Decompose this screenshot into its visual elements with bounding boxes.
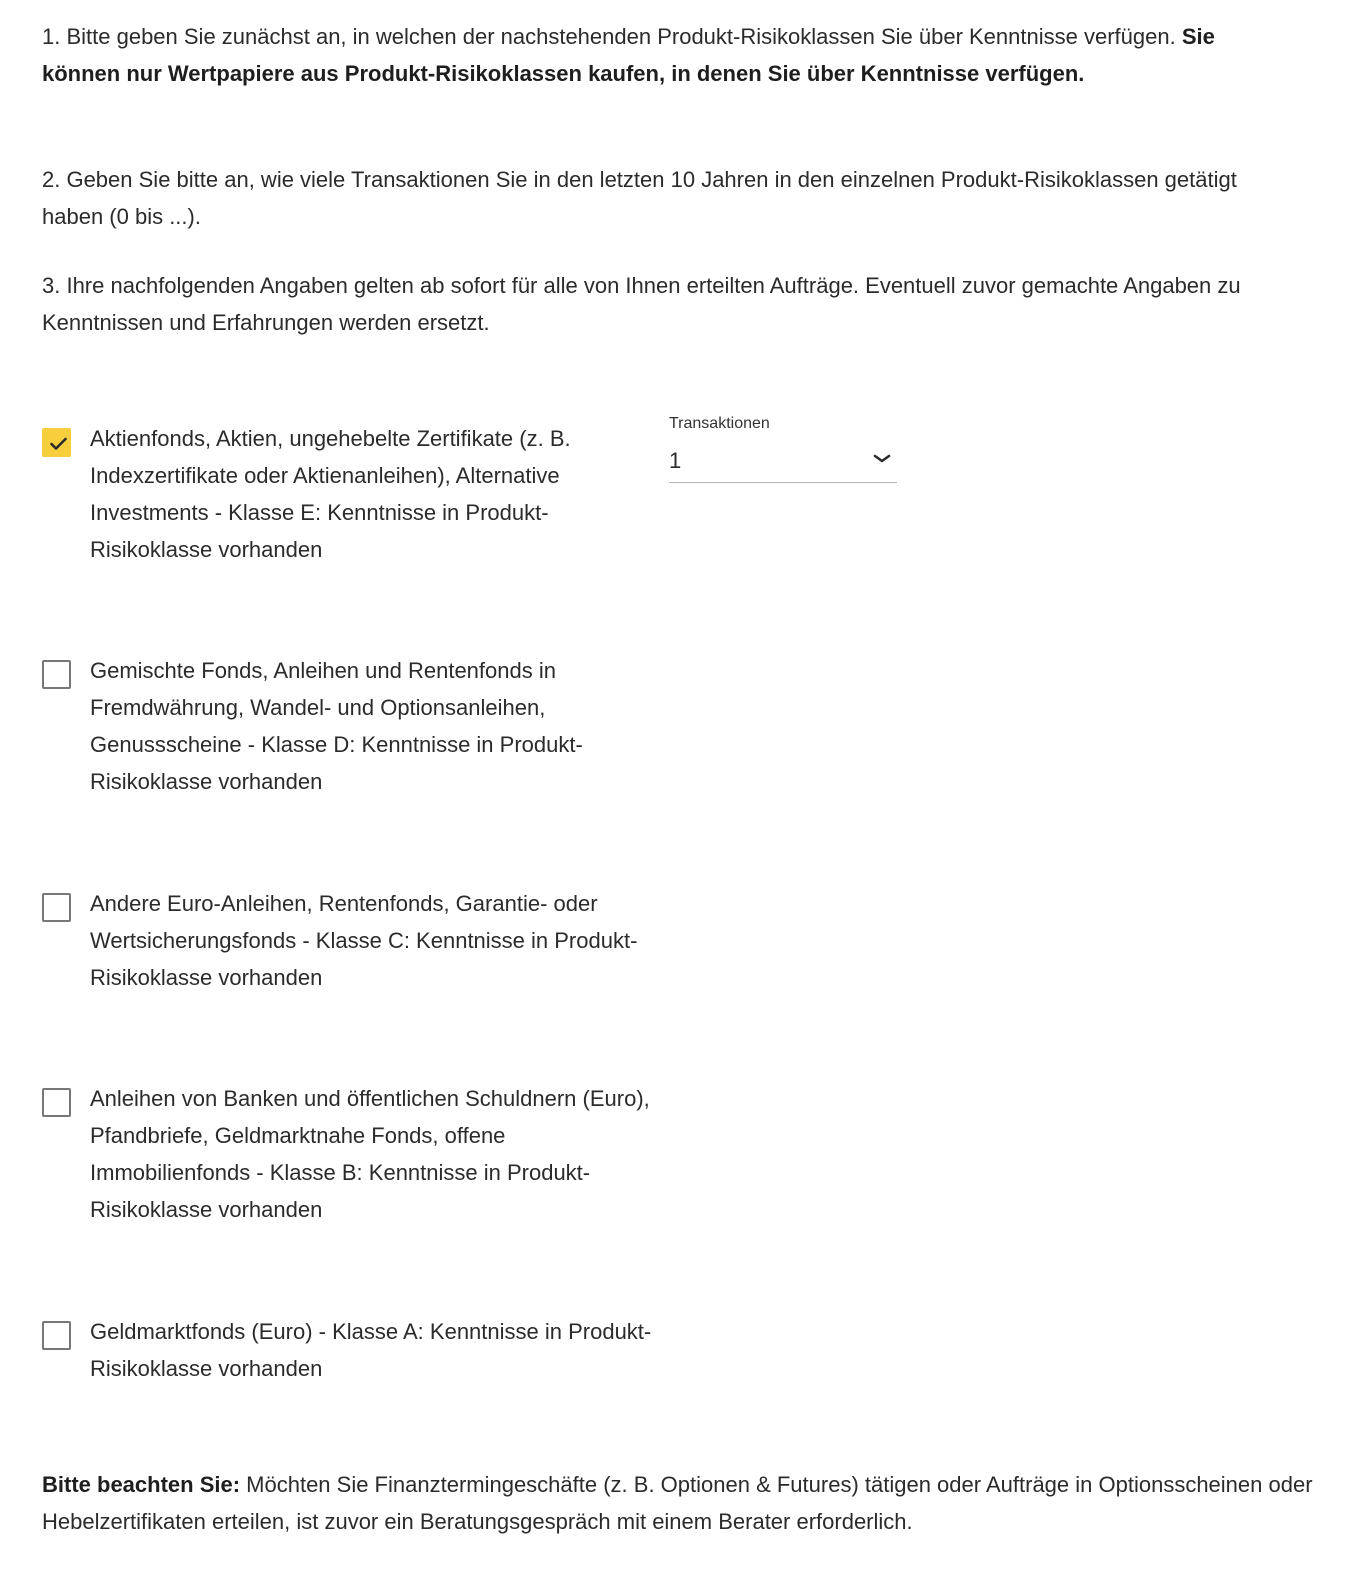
checkbox-class-c[interactable]: [42, 893, 71, 922]
risk-class-row-b: [42, 1088, 922, 1238]
instruction-1-bold: Sie können nur Wertpapiere aus Produkt-Risikoklassen kaufen, in denen Sie über Kenntnisse verfügen.: [42, 24, 1215, 86]
checkbox-class-d[interactable]: [42, 660, 71, 689]
instruction-2: 2. Geben Sie bitte an, wie viele Transaktionen Sie in den letzten 10 Jahren in den einzelnen Produkt-Risikoklassen getätigt haben (0 bis ...).: [42, 167, 1237, 229]
risk-class-row-a: [42, 1321, 922, 1401]
instruction-3: 3. Ihre nachfolgenden Angaben gelten ab sofort für alle von Ihnen erteilten Aufträge. Eventuell zuvor gemachte Angaben zu Kenntnissen und Erfahrungen werden ersetzt.: [42, 273, 1241, 335]
advisory-note-bold: Bitte beachten Sie:: [42, 1472, 241, 1497]
advisory-note: [42, 1466, 1332, 1540]
checkbox-class-a[interactable]: [42, 1321, 71, 1350]
transactions-dropdown[interactable]: [669, 446, 897, 483]
transactions-value: 1: [669, 448, 682, 473]
checkmark-icon: [50, 437, 67, 451]
checkbox-class-b[interactable]: [42, 1088, 71, 1117]
chevron-down-icon: [873, 454, 891, 464]
risk-class-row-d: [42, 660, 922, 810]
instruction-1: [42, 18, 1292, 92]
risk-class-label-b[interactable]: Anleihen von Banken und öffentlichen Schuldnern (Euro), Pfandbriefe, Geldmarktnahe Fonds, offene Immobilienfonds - Klasse B: Kenntnisse in Produkt-Risikoklasse vorhanden: [90, 1086, 650, 1222]
risk-class-label-a[interactable]: Geldmarktfonds (Euro) - Klasse A: Kenntnisse in Produkt-Risikoklasse vorhanden: [90, 1319, 652, 1381]
transactions-select[interactable]: [669, 414, 897, 483]
risk-class-row-c: [42, 893, 922, 1008]
transactions-label: Transaktionen: [669, 415, 770, 432]
risk-class-label-c[interactable]: Andere Euro-Anleihen, Rentenfonds, Garantie- oder Wertsicherungsfonds - Klasse C: Kenntnisse in Produkt-Risikoklasse vorhanden: [90, 891, 638, 990]
risk-class-label-e[interactable]: Aktienfonds, Aktien, ungehebelte Zertifikate (z. B. Indexzertifikate oder Aktienanleihen), Alternative Investments - Klasse E: Kenntnisse in Produkt-Risikoklasse vorhanden: [90, 426, 571, 562]
risk-class-label-d[interactable]: Gemischte Fonds, Anleihen und Rentenfonds in Fremdwährung, Wandel- und Optionsanleihen, Genussscheine - Klasse D: Kenntnisse in Produkt-Risikoklasse vorhanden: [90, 658, 583, 794]
risk-class-row-e: [42, 415, 922, 578]
instruction-1-text: 1. Bitte geben Sie zunächst an, in welchen der nachstehenden Produkt-Risikoklassen Sie über Kenntnisse verfügen.: [42, 24, 1182, 49]
checkbox-class-e[interactable]: [42, 428, 71, 457]
advisory-note-text: Möchten Sie Finanztermingeschäfte (z. B. Optionen & Futures) tätigen oder Aufträge in Optionsscheinen oder Hebelzertifikaten erteilen, ist zuvor ein Beratungsgespräch mit einem Berater erforderlich.: [42, 1472, 1313, 1534]
